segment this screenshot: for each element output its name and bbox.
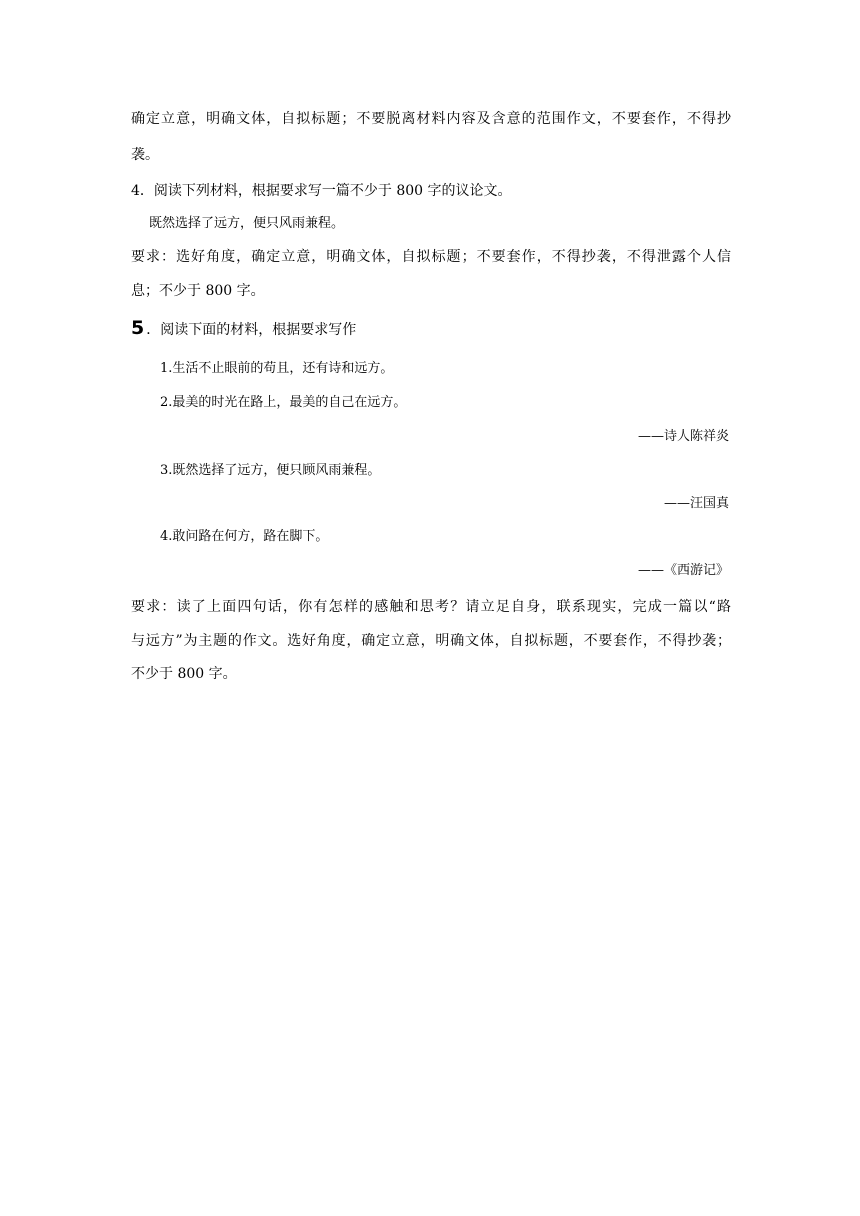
q5-number: 5 xyxy=(131,317,145,339)
q5-item-3: 3.既然选择了远方，便只顾风雨兼程。 xyxy=(160,463,381,478)
q4-requirement-line-2: 息；不少于 800 字。 xyxy=(131,283,265,299)
q5-item-4: 4.敢问路在何方，路在脚下。 xyxy=(160,529,329,544)
q5-attribution-2: ——汪国真 xyxy=(663,496,729,511)
q5-attribution-3: ——《西游记》 xyxy=(637,563,729,578)
q3-requirement-line-2: 袭。 xyxy=(131,147,159,163)
q5-requirement-line-2: 与远方”为主题的作文。选好角度，确定立意，明确文体，自拟标题，不要套作，不得抄袭； xyxy=(131,633,731,649)
q3-requirement-line-1: 确定立意，明确文体，自拟标题；不要脱离材料内容及含意的范围作文，不要套作，不得抄 xyxy=(131,111,731,127)
q5-item-1: 1.生活不止眼前的苟且，还有诗和远方。 xyxy=(160,361,394,376)
q5-heading-text: ．阅读下面的材料，根据要求写作 xyxy=(146,322,357,338)
q5-requirement-line-1: 要求：读了上面四句话，你有怎样的感触和思考？请立足自身，联系现实，完成一篇以“路 xyxy=(131,599,731,615)
q4-material: 既然选择了远方，便只风雨兼程。 xyxy=(149,216,345,231)
q5-heading xyxy=(131,318,731,340)
q5-attribution-1: ——诗人陈祥炎 xyxy=(637,429,729,444)
q4-heading: 4．阅读下列材料，根据要求写一篇不少于 800 字的议论文。 xyxy=(131,183,512,199)
q4-requirement-line-1: 要求：选好角度，确定立意，明确文体，自拟标题；不要套作，不得抄袭，不得泄露个人信 xyxy=(131,249,731,265)
q5-item-2: 2.最美的时光在路上，最美的自己在远方。 xyxy=(160,395,407,410)
q5-requirement-line-3: 不少于 800 字。 xyxy=(131,666,237,682)
